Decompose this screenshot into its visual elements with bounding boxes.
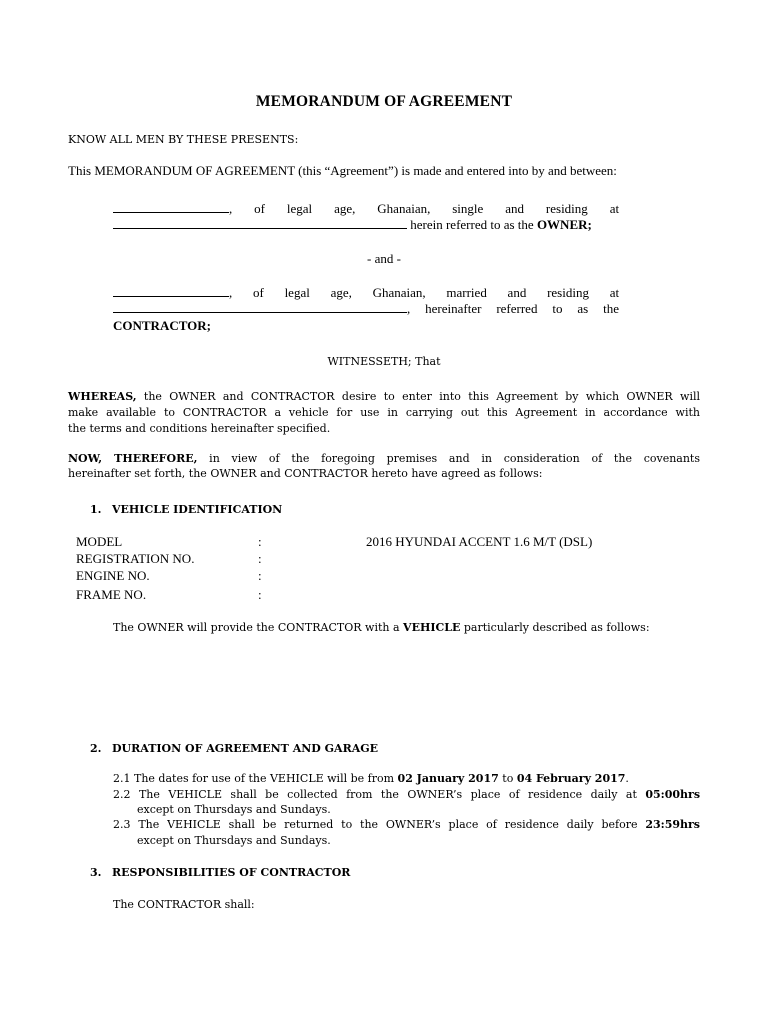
owner-party-line-1: , of legal age, Ghanaian, single and residing at — [113, 201, 619, 217]
whereas-line-1: WHEREAS, the OWNER and CONTRACTOR desire to enter into this Agreement by which OWNER will — [68, 390, 701, 403]
and-separator: - and - — [367, 251, 401, 266]
field-label: MODEL — [76, 534, 123, 549]
whereas-line-2: make available to CONTRACTOR a vehicle for use in carrying out this Agreement in accordance with — [68, 406, 700, 419]
contractor-party-line-2: , hereinafter referred to as the — [113, 301, 619, 317]
contractor-address-blank — [113, 302, 407, 313]
owner-address-blank — [113, 218, 407, 229]
owner-name-blank — [113, 202, 229, 213]
field-model-colon: : — [258, 534, 262, 549]
field-label: FRAME NO. — [76, 587, 147, 602]
therefore-line-2: hereinafter set forth, the OWNER and CONTRACTOR hereto have agreed as follows: — [68, 467, 543, 480]
field-engine-no — [76, 568, 150, 584]
owner-party-line-2: herein referred to as the OWNER; — [113, 217, 592, 233]
field-engine-colon: : — [258, 568, 262, 583]
field-frame-colon: : — [258, 587, 262, 602]
intro-line: KNOW ALL MEN BY THESE PRESENTS: — [68, 133, 299, 146]
section-1-heading: 1. VEHICLE IDENTIFICATION — [90, 503, 283, 516]
therefore-line-1: NOW, THEREFORE, in view of the foregoing premises and in consideration of the covenants — [68, 452, 700, 465]
section-2-heading: 2. DURATION OF AGREEMENT AND GARAGE — [90, 742, 379, 755]
clause-2-2-cont: except on Thursdays and Sundays. — [137, 803, 331, 816]
clause-2-1: 2.1 The dates for use of the VEHICLE will be from 02 January 2017 to 04 February 2017. — [113, 772, 629, 785]
clause-2-3-cont: except on Thursdays and Sundays. — [137, 834, 331, 847]
witnesseth-line: WITNESSETH; That — [327, 355, 441, 368]
field-label: ENGINE NO. — [76, 568, 150, 583]
field-frame-no — [76, 587, 146, 603]
field-model-value: 2016 HYUNDAI ACCENT 1.6 M/T (DSL) — [366, 534, 593, 549]
made-line: This MEMORANDUM OF AGREEMENT (this “Agreement”) is made and entered into by and between: — [68, 163, 617, 178]
contractor-name-blank — [113, 286, 229, 297]
field-label: REGISTRATION NO. — [76, 551, 195, 566]
document-title: MEMORANDUM OF AGREEMENT — [255, 93, 513, 110]
clause-2-3: 2.3 The VEHICLE shall be returned to the OWNER’s place of residence daily before 23:59hrs — [113, 818, 700, 831]
field-registration-no — [76, 551, 194, 567]
field-registration-colon: : — [258, 551, 262, 566]
section-3-heading: 3. RESPONSIBILITIES OF CONTRACTOR — [90, 866, 351, 879]
contractor-party-line-1: , of legal age, Ghanaian, married and residing at — [113, 285, 619, 301]
vehicle-provide-line: The OWNER will provide the CONTRACTOR with a VEHICLE particularly described as follows: — [113, 621, 650, 634]
field-model — [76, 534, 122, 550]
contractor-shall-line: The CONTRACTOR shall: — [113, 898, 255, 911]
clause-2-2: 2.2 The VEHICLE shall be collected from the OWNER’s place of residence daily at 05:00hrs — [113, 788, 701, 801]
whereas-line-3: the terms and conditions hereinafter specified. — [68, 422, 331, 435]
contractor-party-line-3: CONTRACTOR; — [113, 318, 211, 333]
